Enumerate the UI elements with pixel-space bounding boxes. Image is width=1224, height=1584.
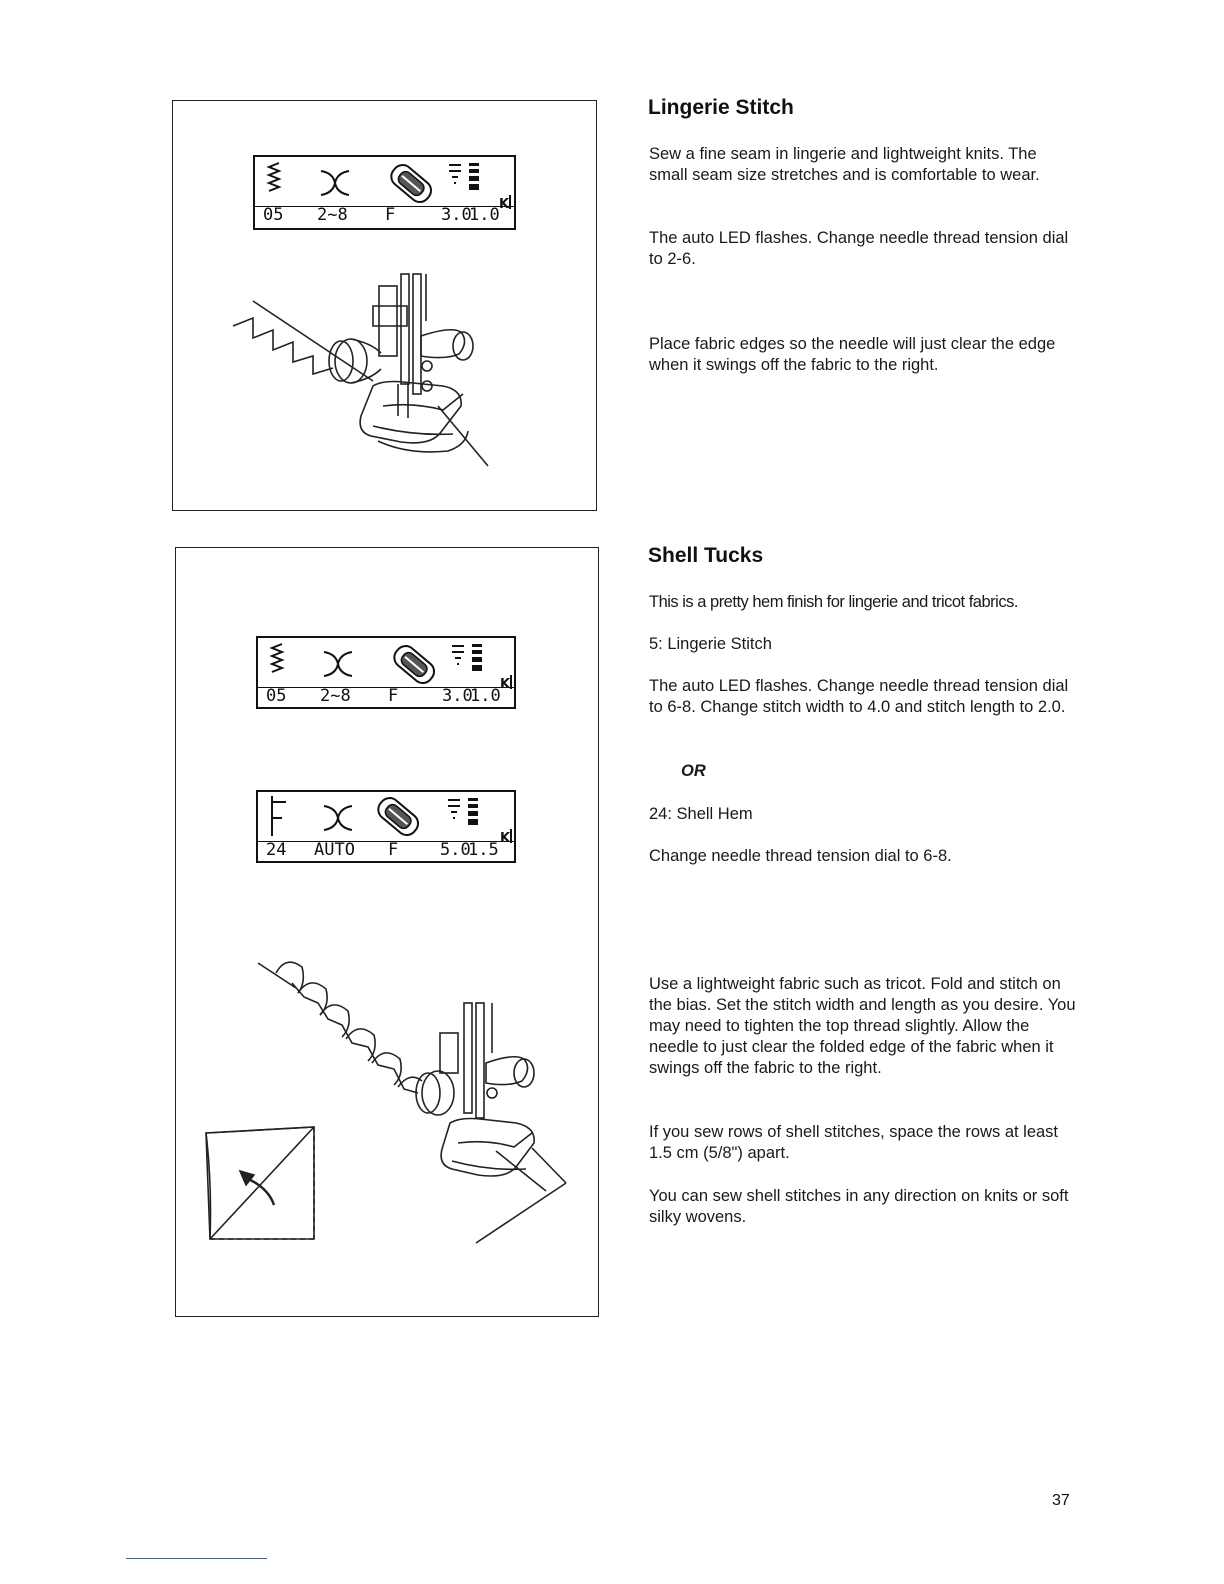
lcd-tension-range: 2~8 [320, 686, 351, 706]
fold-diagram-icon [206, 1127, 314, 1239]
lcd-foot-letter: F [388, 840, 399, 860]
footer-rule [126, 1558, 267, 1559]
lcd-stitch-number: 05 [266, 686, 287, 706]
shell-intro-paragraph: This is a pretty hem finish for lingerie and tricot fabrics. [649, 593, 1018, 611]
shell-direction-paragraph: You can sew shell stitches in any direction on knits or soft silky wovens. [649, 1187, 1069, 1226]
lcd-display-shell-1 [256, 636, 516, 709]
page-number: 37 [1052, 1492, 1070, 1509]
lcd-stitch-width: 3.0 [442, 686, 473, 706]
lcd-display-lingerie [253, 155, 516, 230]
lcd-stitch-number: 24 [266, 840, 287, 860]
tension-bars-icon [449, 163, 479, 190]
lcd-stitch-width: 3.0 [441, 205, 472, 225]
shell-rows-spacing-paragraph: If you sew rows of shell stitches, space the rows at least 1.5 cm (5/8") apart. [649, 1123, 1059, 1162]
presser-foot-icon [374, 794, 422, 839]
lcd-stitch-length: 1.0 [470, 686, 501, 706]
stitch-pattern-icon [272, 644, 282, 672]
lingerie-placement-paragraph: Place fabric edges so the needle will just clear the edge when it swings off the fabric to the right. [649, 335, 1056, 374]
thread-path-icon [324, 806, 352, 830]
shell-option-lingerie-stitch: 5: Lingerie Stitch [649, 635, 772, 653]
tension-bars-icon [452, 644, 482, 671]
kit-icon: K [499, 197, 510, 212]
lingerie-intro-paragraph: Sew a fine seam in lingerie and lightweight knits. The small seam size stretches and is comfortable to wear. [649, 145, 1040, 184]
lcd-stitch-number: 05 [263, 205, 284, 225]
shell-stitch-pattern-icon [272, 796, 286, 836]
tension-bars-icon [448, 798, 478, 825]
presser-foot-icon [390, 642, 438, 687]
lcd-stitch-length: 1.0 [469, 205, 500, 225]
lingerie-stitch-heading: Lingerie Stitch [648, 96, 794, 119]
presser-foot-lingerie-illustration [223, 266, 553, 476]
kit-icon: K [500, 831, 511, 846]
shell-option-shell-hem: 24: Shell Hem [649, 805, 753, 823]
lcd-stitch-length: 1.5 [468, 840, 499, 860]
kit-icon: K [500, 677, 511, 692]
lcd-foot-letter: F [388, 686, 399, 706]
lingerie-illustration-panel [172, 100, 597, 511]
lingerie-tension-paragraph: The auto LED flashes. Change needle thread tension dial to 2-6. [649, 229, 1069, 268]
shell-tension-paragraph: The auto LED flashes. Change needle thread tension dial to 6-8. Change stitch width to 4.0 and stitch length to 2.0. [649, 677, 1069, 716]
presser-foot-icon [387, 161, 435, 206]
shell-tucks-heading: Shell Tucks [648, 544, 764, 567]
stitch-pattern-icon [269, 163, 279, 191]
lcd-stitch-width: 5.0 [440, 840, 471, 860]
thread-path-icon [321, 171, 349, 195]
shell-tuck-sewing-illustration [196, 943, 591, 1263]
lcd-display-shell-2 [256, 790, 516, 863]
lcd-foot-letter: F [385, 205, 396, 225]
lcd-tension-range: 2~8 [317, 205, 348, 225]
shell-tucks-illustration-panel [175, 547, 599, 1317]
thread-path-icon [324, 652, 352, 676]
lcd-tension-mode: AUTO [314, 840, 355, 860]
or-separator: OR [681, 762, 706, 780]
shell-fabric-instructions-paragraph: Use a lightweight fabric such as tricot. Fold and stitch on the bias. Set the stitch width and length as you desire. You may need to tighten the top thread slightly. Allow the needle to just clear the folded edge of the fabric when it swings off the fabric to the right. [649, 975, 1076, 1077]
shell-hem-tension-paragraph: Change needle thread tension dial to 6-8. [649, 847, 952, 865]
